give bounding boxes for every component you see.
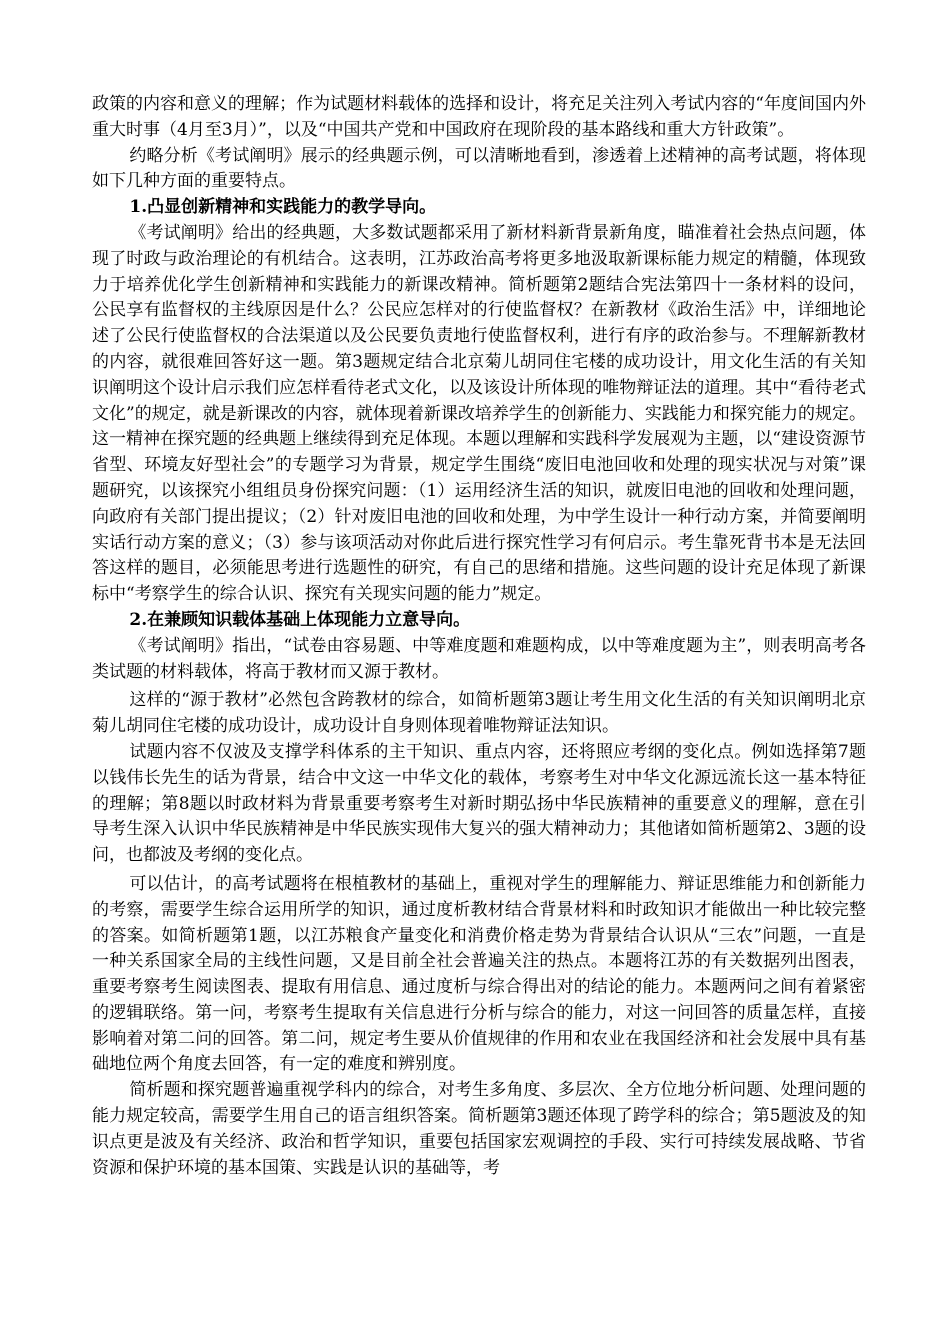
section-heading-1: 1.凸显创新精神和实践能力的教学导向。 <box>129 197 437 218</box>
paragraph-cross-textbook: 这样的“源于教材”必然包含跨教材的综合，如简析题第3题让考生用文化生活的有关知识阐明北京菊儿胡同住宅楼的成功设计，成功设计自身则体现着唯物辩证法知识。 <box>92 690 866 737</box>
paragraph-section-1-body: 《考试阐明》给出的经典题，大多数试题都采用了新材料新背景新角度，瞄准着社会热点问题，体现了时政与政治理论的有机结合。这表明，江苏政治高考将更多地汲取新课标能力规定的精髓，体现致力于培养优化学生创新精神和实践能力的新课改精神。简析题第2题结合宪法第四十一条材料的设问，公民享有监督权的主线原因是什么？公民应怎样对的行使监督权？在新教材《政治生活》中，详细地论述了公民行使监督权的合法渠道以及公民要负责地行使监督权利，进行有序的政治参与。不理解新教材的内容，就很难回答好这一题。第3题规定结合北京菊儿胡同住宅楼的成功设计，用文化生活的有关知识阐明这个设计启示我们应怎样看待老式文化，以及该设计所体现的唯物辩证法的道理。其中“看待老式文化”的规定，就是新课改的内容，就体现着新课改培养学生的创新能力、实践能力和探究能力的规定。这一精神在探究题的经典题上继续得到充足体现。本题以理解和实践科学发展观为主题，以“建设资源节省型、环境友好型社会”的专题学习为背景，规定学生围绕“废旧电池回收和处理的现实状况与对策”课题研究，以该探究小组组员身份探究问题：（1）运用经济生活的知识，就废旧电池的回收和处理问题，向政府有关部门提出提议；（2）针对废旧电池的回收和处理，为中学生设计一种行动方案，并简要阐明实话行动方案的意义；（3）参与该项活动对你此后进行探究性学习有何启示。考生靠死背书本是无法回答这样的题目，必须能思考进行选题性的研究，有自己的思绪和措施。这些问题的设计充足体现了新课标中“考察学生的综合认识、探究有关现实问题的能力”规定。 <box>92 222 866 605</box>
paragraph-intro-continuation: 政策的内容和意义的理解；作为试题材料载体的选择和设计，将充足关注列入考试内容的“年度间国内外重大时事（4月至3月）”，以及“中国共产党和中国政府在现阶段的基本路线和重大方针政策”。 <box>92 94 866 140</box>
paragraph-analysis-intro: 约略分析《考试阐明》展示的经典题示例，可以清晰地看到，渗透着上述精神的高考试题，将体现如下几种方面的重要特点。 <box>92 145 866 192</box>
document-page <box>92 92 866 1181</box>
paragraph-estimate: 可以估计，的高考试题将在根植教材的基础上，重视对学生的理解能力、辩证思维能力和创新能力的考察，需要学生综合运用所学的知识，通过度析教材结合背景材料和时政知识才能做出一种比较完整的答案。如简析题第1题，以江苏粮食产量变化和消费价格走势为背景结合认识从“三农”问题，一直是一种关系国家全局的主线性问题，又是目前全社会普遍关注的热点。本题将江苏的有关数据列出图表，重要考察考生阅读图表、提取有用信息、通过度析与综合得出对的结论的能力。本题两问之间有着紧密的逻辑联络。第一问，考察考生提取有关信息进行分析与综合的能力，对这一问回答的质量怎样，直接影响着对第二问的回答。第二问，规定考生要从价值规律的作用和农业在我国经济和社会发展中具有基础地位两个角度去回答，有一定的难度和辨别度。 <box>92 873 866 1075</box>
paragraph-syllabus-changes: 试题内容不仅波及支撑学科体系的主干知识、重点内容，还将照应考纲的变化点。例如选择第7题以钱伟长先生的话为背景，结合中文这一中华文化的载体，考察考生对中华文化源远流长这一基本特征的理解；第8题以时政材料为背景重要考察考生对新时期弘扬中华民族精神的重要意义的理解，意在引导考生深入认识中华民族精神是中华民族实现伟大复兴的强大精神动力；其他诸如简析题第2、3题的设问，也都波及考纲的变化点。 <box>92 741 866 866</box>
section-heading-2: 2.在兼顾知识载体基础上体现能力立意导向。 <box>129 609 471 630</box>
paragraph-difficulty-note: 《考试阐明》指出，“试卷由容易题、中等难度题和难题构成，以中等难度题为主”，则表明高考各类试题的材料载体，将高于教材而又源于教材。 <box>92 635 866 682</box>
paragraph-comprehensive: 简析题和探究题普遍重视学科内的综合，对考生多角度、多层次、全方位地分析问题、处理问题的能力规定较高，需要学生用自己的语言组织答案。简析题第3题还体现了跨学科的综合；第5题波及的知识点更是波及有关经济、政治和哲学知识，重要包括国家宏观调控的手段、实行可持续发展战略、节省资源和保护环境的基本国策、实践是认识的基础等，考 <box>92 1080 866 1178</box>
